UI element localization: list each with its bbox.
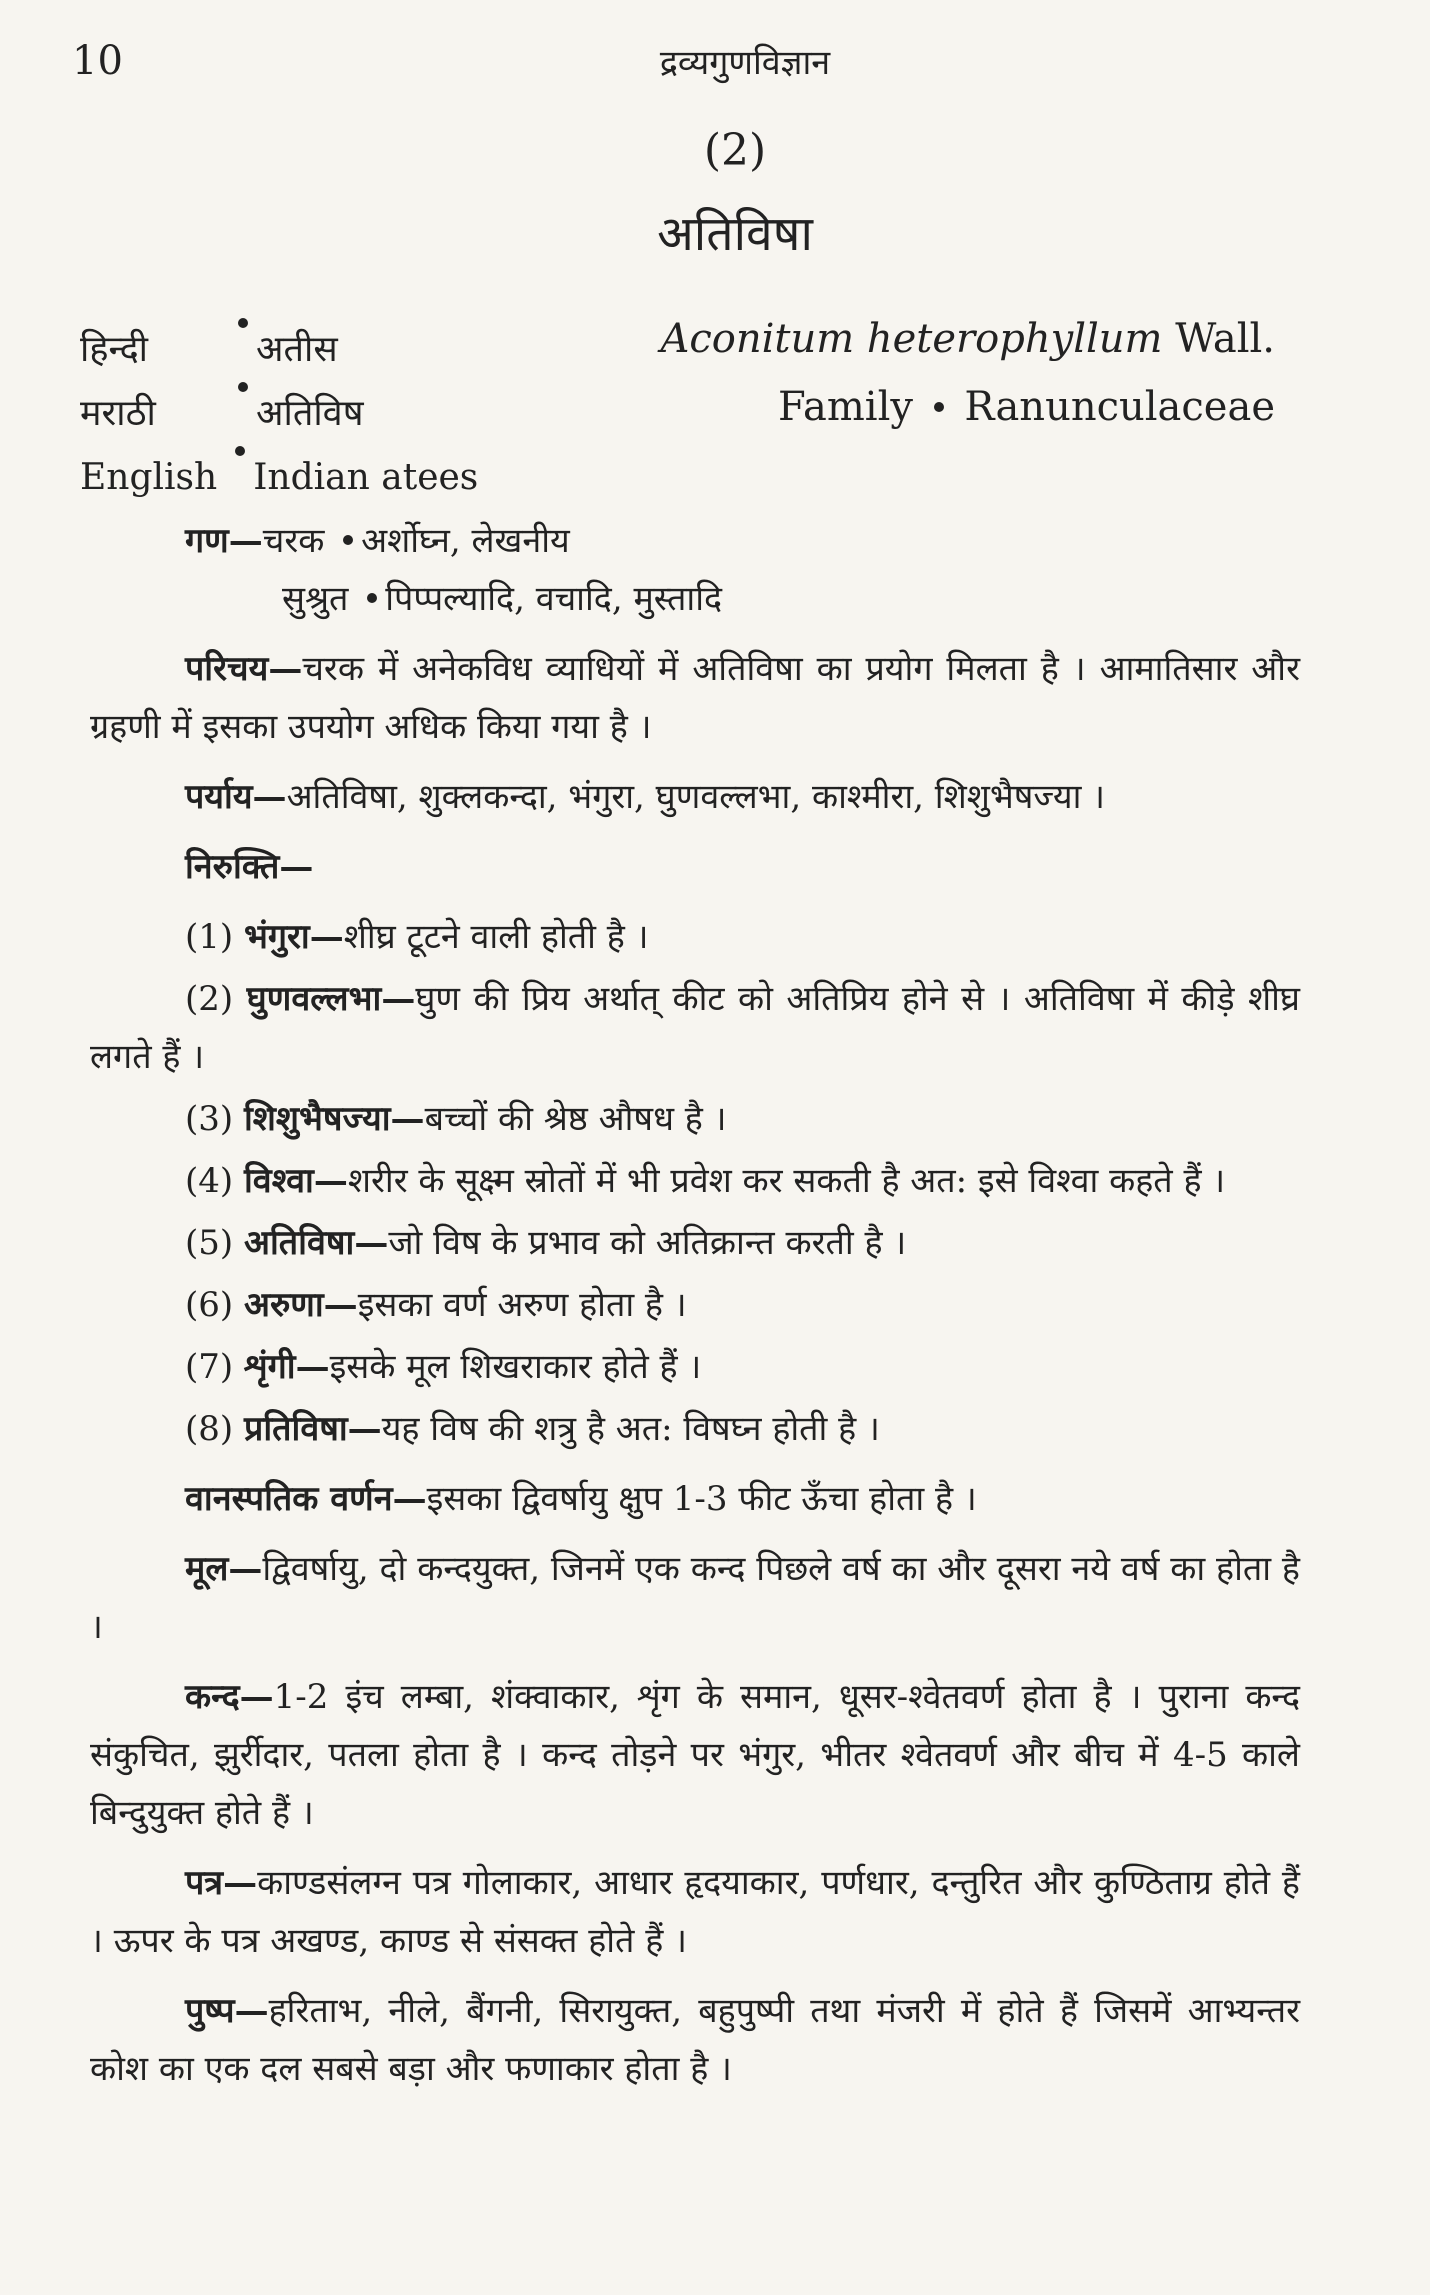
charak-label: चरक (262, 521, 325, 561)
marathi-name-row (80, 382, 478, 446)
parichay-text: चरक में अनेकविध व्याधियों में अतिविषा का प्रयोग मिलता है । आमातिसार और ग्रहणी में इसका उपयोग अधिक किया गया है । (90, 649, 1300, 747)
list-item: (6) अरुणा—इसका वर्ण अरुण होता है । (185, 1285, 687, 1325)
article-body (90, 512, 1300, 2110)
hindi-label: हिन्दी (80, 329, 149, 370)
pushp-text: हरिताभ, नीले, बैंगनी, सिरायुक्त, बहुपुष्पी तथा मंजरी में होते हैं जिसमें आभ्यन्तर कोश का एक दल सबसे बड़ा और फणाकार होता है । (90, 1991, 1300, 2089)
family-value: Ranunculaceae (964, 384, 1275, 430)
list-item: (4) विश्वा—शरीर के सूक्ष्म स्रोतों में भी प्रवेश कर सकती है अत: इसे विश्वा कहते हैं । (185, 1161, 1226, 1201)
patra-paragraph (90, 1854, 1300, 1970)
gana-sushrut (90, 570, 1300, 628)
scientific-author: Wall. (1175, 316, 1275, 362)
botanical-name-block (660, 305, 1275, 441)
parichay-label: परिचय— (185, 649, 303, 689)
kand-text: 1-2 इंच लम्बा, शंक्वाकार, शृंग के समान, धूसर-श्वेतवर्ण होता है । पुराना कन्द संकुचित, झुर्रीदार, पतला होता है । कन्द तोड़ने पर भंगुर, भीतर श्वेतवर्ण और बीच में 4-5 काले बिन्दुयुक्त होते हैं । (90, 1677, 1300, 1833)
list-item: (5) अतिविषा—जो विष के प्रभाव को अतिक्रान्त करती है । (185, 1223, 907, 1263)
nirukti-heading (90, 838, 1300, 896)
kand-paragraph (90, 1668, 1300, 1842)
running-title: द्रव्यगुणविज्ञान (659, 43, 831, 83)
pushp-label: पुष्प— (185, 1991, 269, 2031)
paryay-label: पर्याय— (185, 777, 287, 817)
chapter-number: (2) (703, 125, 767, 176)
bullet-icon (238, 318, 248, 328)
english-name-row (80, 446, 478, 510)
list-item: (8) प्रतिविषा—यह विष की शत्रु है अत: विषघ्न होती है । (185, 1409, 880, 1449)
bullet-icon (934, 402, 944, 412)
mool-label: मूल— (185, 1549, 263, 1589)
nirukti-list (90, 908, 1300, 1458)
mool-paragraph (90, 1540, 1300, 1656)
list-item: (2) घुणवल्लभा—घुण की प्रिय अर्थात् कीट को अतिप्रिय होने से । अतिविषा में कीड़े शीघ्र लगते हैं । (90, 979, 1301, 1077)
bullet-icon (367, 593, 377, 603)
gana-label: गण— (185, 521, 263, 561)
vanaspatik-text: इसका द्विवर्षायु क्षुप 1-3 फीट ऊँचा होता है । (426, 1479, 977, 1519)
family-row (660, 373, 1275, 441)
page-number: 10 (72, 38, 123, 84)
marathi-value: अतिविष (256, 393, 364, 434)
hindi-value: अतीस (256, 329, 338, 370)
scientific-name: Aconitum heterophyllum (660, 316, 1163, 362)
bullet-icon (343, 535, 353, 545)
nirukti-label: निरुक्ति— (185, 847, 314, 887)
sushrut-value: पिप्पल्यादि, वचादि, मुस्तादि (385, 579, 723, 619)
gana-charak (90, 512, 1300, 570)
chapter-title: अतिविषा (657, 206, 813, 262)
paryay-text: अतिविषा, शुक्लकन्दा, भंगुरा, घुणवल्लभा, काश्मीरा, शिशुभैषज्या । (286, 777, 1106, 817)
charak-value: अर्शोघ्न, लेखनीय (361, 521, 570, 561)
patra-text: काण्डसंलग्न पत्र गोलाकार, आधार हृदयाकार, पर्णधार, दन्तुरित और कुण्ठिताग्र होते हैं । ऊपर के पत्र अखण्ड, काण्ड से संसक्त होते हैं । (90, 1863, 1300, 1961)
list-item: (1) भंगुरा—शीघ्र टूटने वाली होती है । (185, 917, 649, 957)
english-value: Indian atees (253, 457, 479, 498)
pushp-paragraph (90, 1982, 1300, 2098)
bullet-icon (235, 446, 245, 456)
family-label: Family (777, 384, 913, 430)
list-item: (3) शिशुभैषज्या—बच्चों की श्रेष्ठ औषध है । (185, 1099, 727, 1139)
hindi-name-row (80, 318, 478, 382)
marathi-label: मराठी (80, 393, 156, 434)
parichay-paragraph (90, 640, 1300, 756)
paryay-paragraph (90, 768, 1300, 826)
patra-label: पत्र— (185, 1863, 258, 1903)
vanaspatik-paragraph (90, 1470, 1300, 1528)
list-item: (7) शृंगी—इसके मूल शिखराकार होते हैं । (185, 1347, 702, 1387)
sushrut-label: सुश्रुत (282, 579, 349, 619)
vernacular-names (80, 318, 478, 510)
bullet-icon (238, 382, 248, 392)
scientific-name-row (660, 305, 1275, 373)
english-label: English (80, 457, 218, 498)
mool-text: द्विवर्षायु, दो कन्दयुक्त, जिनमें एक कन्द पिछले वर्ष का और दूसरा नये वर्ष का होता है । (90, 1549, 1300, 1647)
vanaspatik-label: वानस्पतिक वर्णन— (185, 1479, 427, 1519)
kand-label: कन्द— (185, 1677, 274, 1717)
